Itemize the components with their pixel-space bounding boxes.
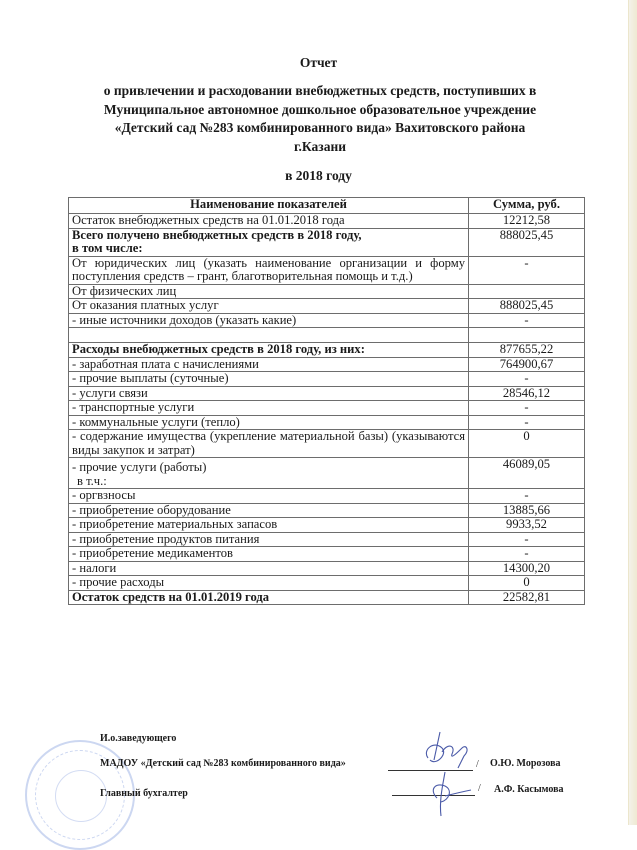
table-row xyxy=(69,430,585,458)
row-value: 13885,66 xyxy=(469,503,585,518)
table-row xyxy=(69,489,585,504)
table-row xyxy=(69,343,585,358)
row-name: Остаток средств на 01.01.2019 года xyxy=(69,590,469,605)
row-name: - транспортные услуги xyxy=(69,401,469,416)
accountant-name: А.Ф. Касымова xyxy=(494,784,564,795)
row-name xyxy=(69,328,469,343)
subtitle-line: «Детский сад №283 комбинированного вида» Вахитовского района xyxy=(114,120,526,135)
subtitle-line: г.Казани xyxy=(293,138,347,154)
table-row xyxy=(69,576,585,591)
report-table xyxy=(68,197,585,605)
row-value: 22582,81 xyxy=(469,590,585,605)
row-name: - приобретение оборудование xyxy=(69,503,469,518)
row-name: От оказания платных услуг xyxy=(69,299,469,314)
table-row xyxy=(69,518,585,533)
head-separator: / xyxy=(476,759,479,770)
row-name xyxy=(69,458,469,489)
header-value: Сумма, руб. xyxy=(469,198,585,214)
row-value: 877655,22 xyxy=(469,343,585,358)
row-name: - приобретение продуктов питания xyxy=(69,532,469,547)
document-subtitle xyxy=(60,82,580,156)
subtitle-line: о привлечении и расходовании внебюджетных средств, поступивших в xyxy=(103,83,537,98)
table-row xyxy=(69,284,585,299)
row-value: - xyxy=(469,401,585,416)
accountant-position: Главный бухгалтер xyxy=(100,788,188,799)
row-name: - коммунальные услуги (тепло) xyxy=(69,415,469,430)
table-row xyxy=(69,386,585,401)
table-row xyxy=(69,590,585,605)
row-value: - xyxy=(469,313,585,328)
row-value: 888025,45 xyxy=(469,228,585,256)
row-value: 9933,52 xyxy=(469,518,585,533)
table-row xyxy=(69,458,585,489)
row-value: 764900,67 xyxy=(469,357,585,372)
table-row xyxy=(69,228,585,256)
report-period: в 2018 году xyxy=(285,168,352,183)
row-value: - xyxy=(469,256,585,284)
accountant-signature-icon xyxy=(425,770,475,820)
row-name-line: Всего получено внебюджетных средств в 2018 году, xyxy=(72,227,362,242)
table-row xyxy=(69,299,585,314)
document-title: Отчет xyxy=(299,55,338,70)
row-name: От юридических лиц (указать наименование организации и форму поступления средств – грант, благотворительная помощь и т.д.) xyxy=(69,256,469,284)
table-row xyxy=(69,401,585,416)
table-header-row xyxy=(69,198,585,214)
row-name: - налоги xyxy=(69,561,469,576)
table-row xyxy=(69,532,585,547)
row-value: - xyxy=(469,489,585,504)
row-value: - xyxy=(469,547,585,562)
row-name xyxy=(69,228,469,256)
row-value: 0 xyxy=(469,576,585,591)
head-position-line1: И.о.заведующего xyxy=(100,733,177,744)
table-row xyxy=(69,214,585,229)
table-row xyxy=(69,547,585,562)
row-value xyxy=(469,284,585,299)
head-position-line2: МАДОУ «Детский сад №283 комбинированного вида» xyxy=(100,758,346,769)
row-name: Расходы внебюджетных средств в 2018 году, из них: xyxy=(69,343,469,358)
row-value: 12212,58 xyxy=(469,214,585,229)
row-value: 888025,45 xyxy=(469,299,585,314)
row-name: - услуги связи xyxy=(69,386,469,401)
row-name: - заработная плата с начислениями xyxy=(69,357,469,372)
table-row xyxy=(69,256,585,284)
head-name: О.Ю. Морозова xyxy=(490,758,561,769)
row-value: 14300,20 xyxy=(469,561,585,576)
row-name-line: в том числе: xyxy=(72,241,143,255)
table-row xyxy=(69,503,585,518)
row-name: - приобретение медикаментов xyxy=(69,547,469,562)
row-name-line: - прочие услуги (работы) xyxy=(72,460,207,474)
accountant-separator: / xyxy=(478,783,481,794)
row-value: - xyxy=(469,372,585,387)
row-value: 0 xyxy=(469,430,585,458)
row-name: - оргвзносы xyxy=(69,489,469,504)
header-name: Наименование показателей xyxy=(69,198,469,214)
row-name-line: в т.ч.: xyxy=(77,473,107,488)
row-value: 28546,12 xyxy=(469,386,585,401)
table-row xyxy=(69,313,585,328)
row-name: - прочие расходы xyxy=(69,576,469,591)
subtitle-line: Муниципальное автономное дошкольное образовательное учреждение xyxy=(103,101,537,117)
row-name: - содержание имущества (укрепление материальной базы) (указываются виды закупок и затрат) xyxy=(69,430,469,458)
row-value xyxy=(469,328,585,343)
table-row xyxy=(69,357,585,372)
row-value: - xyxy=(469,532,585,547)
row-name: Остаток внебюджетных средств на 01.01.2018 года xyxy=(69,214,469,229)
row-value: - xyxy=(469,415,585,430)
head-signature-icon xyxy=(420,730,480,775)
row-name: - приобретение материальных запасов xyxy=(69,518,469,533)
row-name: - иные источники доходов (указать какие) xyxy=(69,313,469,328)
row-name: - прочие выплаты (суточные) xyxy=(69,372,469,387)
row-value: 46089,05 xyxy=(469,458,585,489)
table-row xyxy=(69,372,585,387)
table-row xyxy=(69,561,585,576)
row-name: От физических лиц xyxy=(69,284,469,299)
scan-edge xyxy=(628,0,637,825)
table-row xyxy=(69,415,585,430)
table-row-empty xyxy=(69,328,585,343)
